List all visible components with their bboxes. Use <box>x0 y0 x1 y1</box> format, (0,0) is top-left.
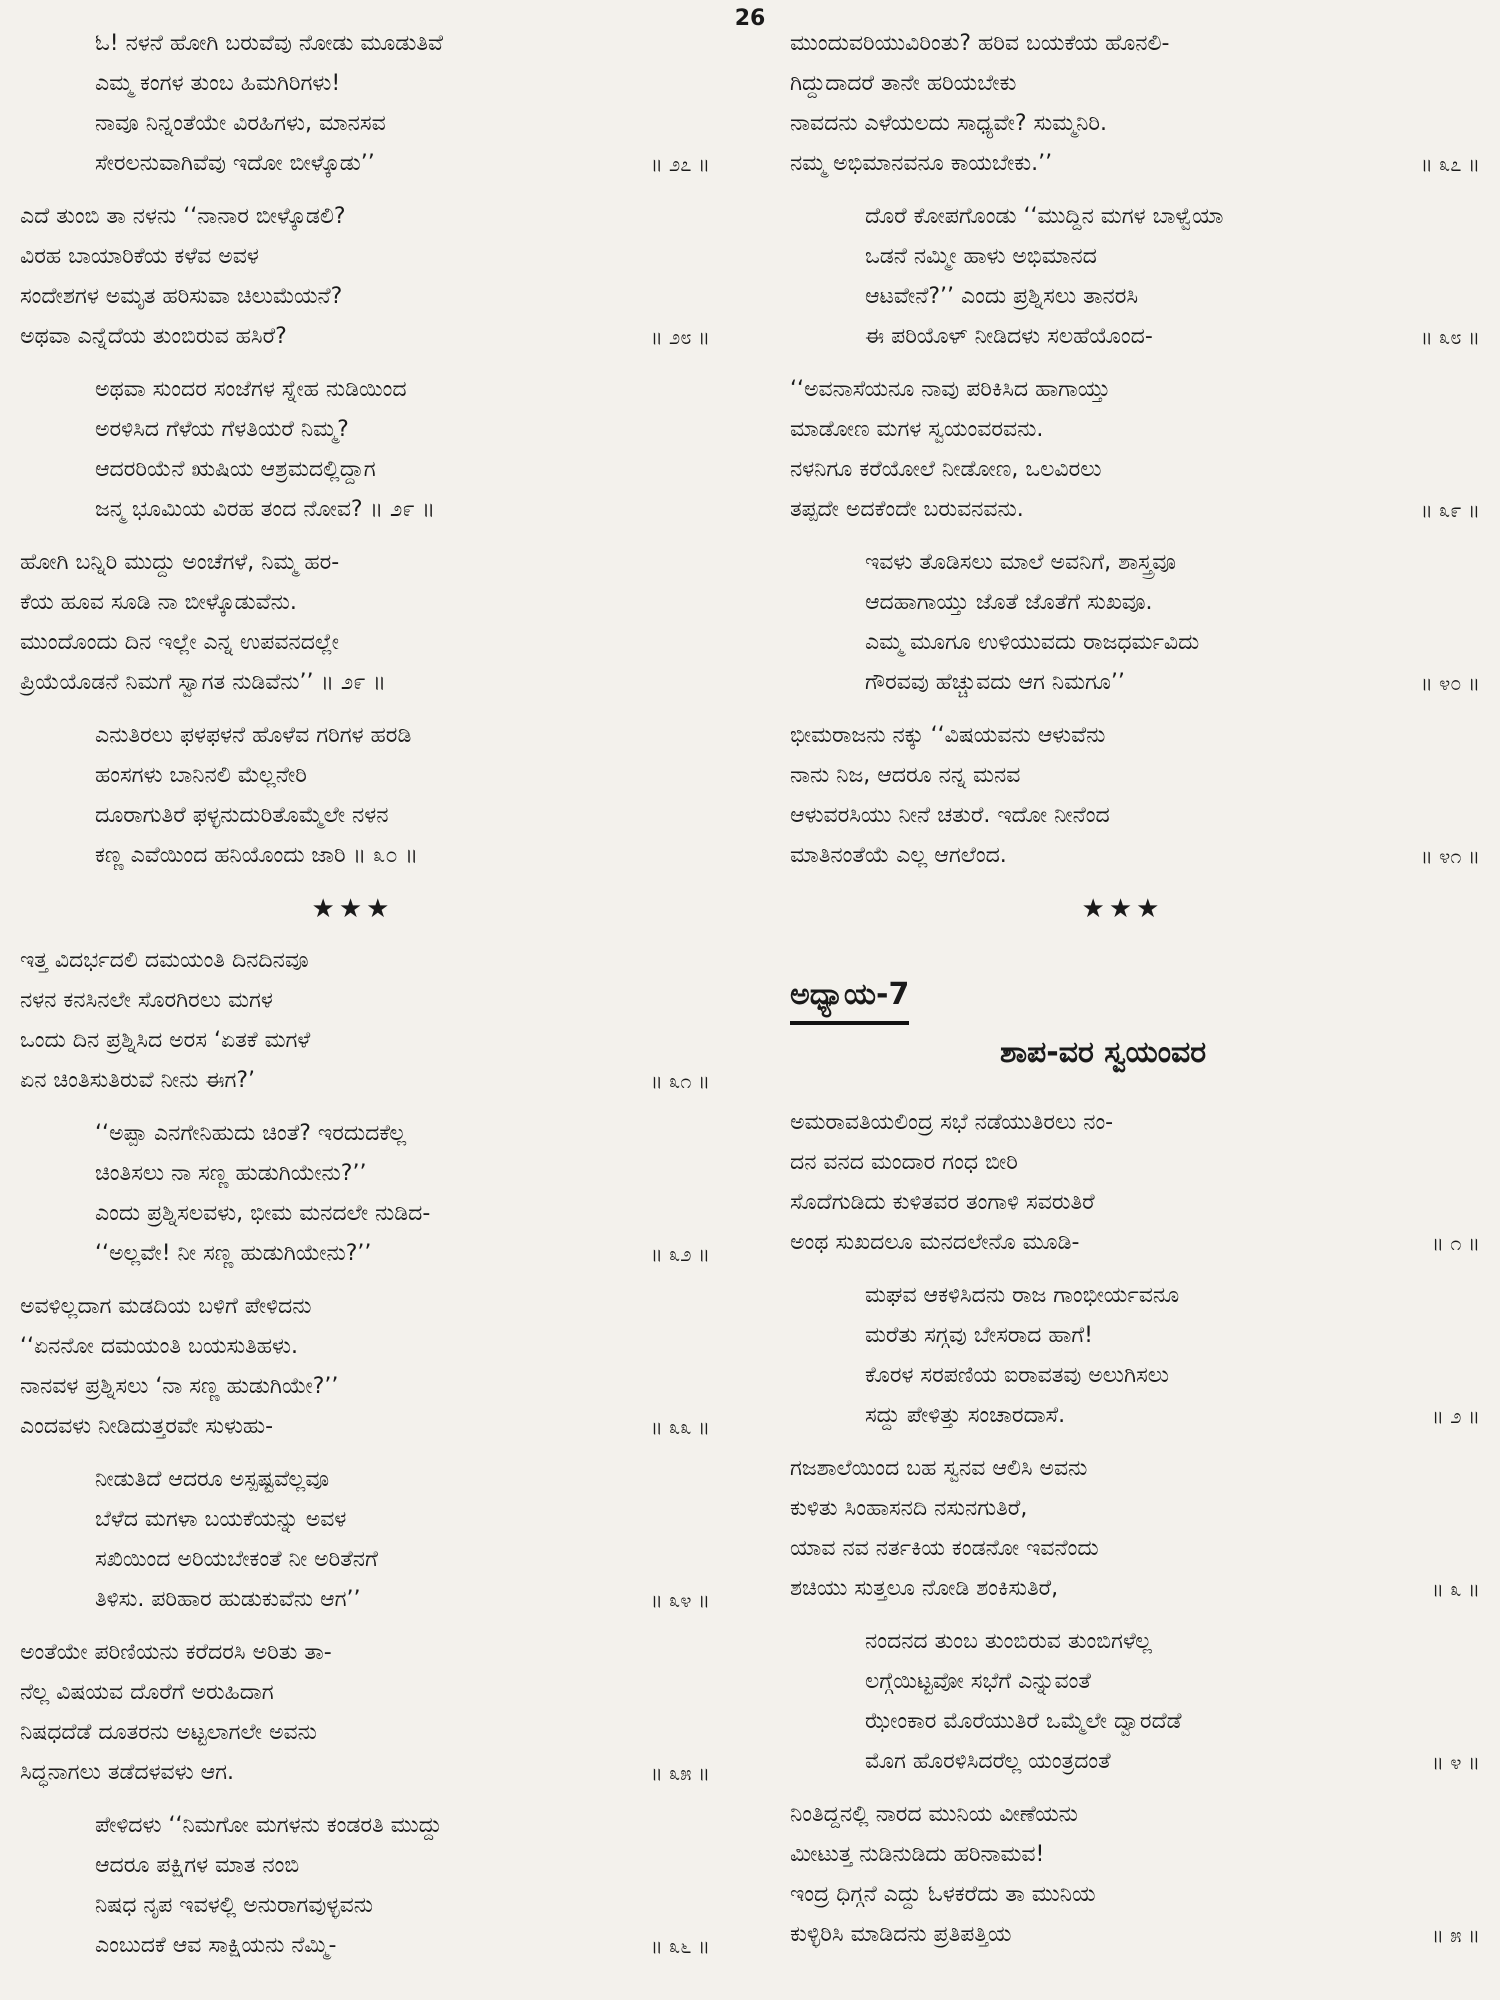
verse-number: ॥ ೩೮ ॥ <box>1420 325 1480 349</box>
verse-number: ॥ ೩ ॥ <box>1431 1577 1480 1601</box>
verse-number: ॥ ೨ ॥ <box>1431 1404 1480 1428</box>
verse-stanza <box>790 197 1480 357</box>
verse-number: ॥ ೪೦ ॥ <box>1420 671 1480 695</box>
verse-line: ಮುಂದುವರಿಯುವಿರಿಂತು? ಹರಿವ ಬಯಕೆಯ ಹೊನಲಿ- <box>790 31 1170 56</box>
verse-stanza <box>20 24 710 184</box>
verse-stanza <box>20 543 710 703</box>
verse-line: ನಾವೂ ನಿನ್ನಂತೆಯೇ ವಿರಹಿಗಳು, ಮಾನಸವ <box>95 111 386 136</box>
verse-line: ಪ್ರಿಯೆಯೊಡನೆ ನಿಮಗೆ ಸ್ವಾಗತ ನುಡಿವೆನು’’ ॥ ೨೯ ॥ <box>20 670 386 695</box>
verse-line: ‘‘ಅವನಾಸೆಯನೂ ನಾವು ಪರಿಕಿಸಿದ ಹಾಗಾಯ್ತು <box>790 377 1111 402</box>
verse-number: ॥ ೩೯ ॥ <box>1420 498 1480 522</box>
verse-stanza <box>790 1622 1480 1782</box>
verse-line: ಸಿದ್ಧನಾಗಲು ತಡೆದಳವಳು ಆಗ. <box>20 1760 235 1785</box>
verse-line: ಆದಹಾಗಾಯ್ತು ಜೊತೆ ಜೊತೆಗೆ ಸುಖವೂ. <box>865 590 1153 615</box>
verse-number: ॥ ೩೨ ॥ <box>650 1242 710 1266</box>
verse-stanza <box>20 1287 710 1447</box>
verse-line: ಕಣ್ಣ ಎವೆಯಿಂದ ಹನಿಯೊಂದು ಜಾರಿ ॥ ೩೦ ॥ <box>95 843 419 868</box>
verse-line: ಹಂಸಗಳು ಬಾನಿನಲಿ ಮೆಲ್ಲನೇರಿ <box>95 763 307 788</box>
verse-line: ಚಿಂತಿಸಲು ನಾ ಸಣ್ಣ ಹುಡುಗಿಯೇನು?’’ <box>95 1161 367 1186</box>
verse-line: ತಿಳಿಸು. ಪರಿಹಾರ ಹುಡುಕುವೆನು ಆಗ’’ <box>95 1587 361 1612</box>
verse-line: ದೂರಾಗುತಿರೆ ಫಳ್ಳನುದುರಿತೊಮ್ಮೆಲೇ ನಳನ <box>95 803 389 828</box>
verse-line: ಗಿದ್ದುದಾದರೆ ತಾನೇ ಹರಿಯಬೇಕು <box>790 71 1017 96</box>
verse-line: ಅರಳಿಸಿದ ಗೆಳೆಯ ಗೆಳತಿಯರೆ ನಿಮ್ಮ? <box>95 417 349 442</box>
verse-line: ಎಮ್ಮ ಮೂಗೂ ಉಳಿಯುವದು ರಾಜಧರ್ಮವಿದು <box>865 630 1200 655</box>
verse-stanza <box>20 197 710 357</box>
verse-stanza <box>790 1795 1480 1955</box>
verse-stanza <box>20 1460 710 1620</box>
verse-stanza <box>790 24 1480 184</box>
verse-line: ಮೊಗ ಹೊರಳಿಸಿದರೆಲ್ಲ ಯಂತ್ರದಂತೆ <box>865 1749 1111 1774</box>
verse-line: ಮರೆತು ಸಗ್ಗವು ಬೇಸರಾದ ಹಾಗೆ! <box>865 1323 1093 1348</box>
verse-stanza <box>790 1103 1480 1263</box>
verse-stanza <box>790 543 1480 703</box>
verse-line: ಆಳುವರಸಿಯು ನೀನೆ ಚತುರೆ. ಇದೋ ನೀನೆಂದ <box>790 803 1110 828</box>
verse-stanza <box>790 716 1480 876</box>
verse-line: ತಪ್ಪದೇ ಅದಕೆಂದೇ ಬರುವನವನು. <box>790 497 1024 522</box>
verse-number: ॥ ೩೫ ॥ <box>650 1761 710 1785</box>
verse-line: ಓ! ನಳನೆ ಹೋಗಿ ಬರುವೆವು ನೋಡು ಮೂಡುತಿವೆ <box>95 31 443 56</box>
verse-line: ಪೇಳಿದಳು ‘‘ನಿಮಗೋ ಮಗಳನು ಕಂಡರತಿ ಮುದ್ದು <box>95 1813 442 1838</box>
verse-line: ನಾನವಳ ಪ್ರಶ್ನಿಸಲು ‘ನಾ ಸಣ್ಣ ಹುಡುಗಿಯೇ?’’ <box>20 1374 339 1399</box>
left-column <box>20 24 710 1979</box>
verse-line: ಎಂದವಳು ನೀಡಿದುತ್ತರವೇ ಸುಳುಹು- <box>20 1414 274 1439</box>
verse-line: ಆಟವೇನೆ?’’ ಎಂದು ಪ್ರಶ್ನಿಸಲು ತಾನರಸಿ <box>865 284 1139 309</box>
verse-line: ಇತ್ತ ವಿದರ್ಭದಲಿ ದಮಯಂತಿ ದಿನದಿನವೂ <box>20 948 309 973</box>
verse-line: ನಮ್ಮ ಅಭಿಮಾನವನೂ ಕಾಯಬೇಕು.’’ <box>790 151 1053 176</box>
verse-line: ಗಜಶಾಲೆಯಿಂದ ಬಹ ಸ್ವನವ ಆಲಿಸಿ ಅವನು <box>790 1456 1088 1481</box>
verse-line: ಕುಳಿತು ಸಿಂಹಾಸನದಿ ನಸುನಗುತಿರೆ, <box>790 1496 1028 1521</box>
verse-line: ಭೀಮರಾಜನು ನಕ್ಕು ‘‘ವಿಷಯವನು ಆಳುವೆನು <box>790 723 1106 748</box>
verse-line: ಎದೆ ತುಂಬಿ ತಾ ನಳನು ‘‘ನಾನಾರ ಬೀಳ್ಕೊಡಲಿ? <box>20 204 346 229</box>
verse-line: ಗೌರವವು ಹೆಚ್ಚುವದು ಆಗ ನಿಮಗೂ’’ <box>865 670 1125 695</box>
verse-line: ನಾವದನು ಎಳೆಯಲದು ಸಾಧ್ಯವೇ? ಸುಮ್ಮನಿರಿ. <box>790 111 1107 136</box>
verse-line: ವಿರಹ ಬಾಯಾರಿಕೆಯ ಕಳೆವ ಅವಳ <box>20 244 259 269</box>
verse-line: ಸದ್ದು ಪೇಳಿತ್ತು ಸಂಚಾರದಾಸೆ. <box>865 1403 1066 1428</box>
verse-line: ಆದರೂ ಪಕ್ಷಿಗಳ ಮಾತ ನಂಬಿ <box>95 1853 300 1878</box>
verse-line: ಸೊದೆಗುಡಿದು ಕುಳಿತವರ ತಂಗಾಳಿ ಸವರುತಿರೆ <box>790 1190 1095 1215</box>
verse-number: ॥ ೩೩ ॥ <box>650 1415 710 1439</box>
verse-line: ಕೆಯ ಹೂವ ಸೂಡಿ ನಾ ಬೀಳ್ಕೊಡುವೆನು. <box>20 590 297 615</box>
verse-line: ಮೀಟುತ್ತ ನುಡಿನುಡಿದು ಹರಿನಾಮವ! <box>790 1842 1045 1867</box>
verse-line: ಹೋಗಿ ಬನ್ನಿರಿ ಮುದ್ದು ಅಂಚೆಗಳೆ, ನಿಮ್ಮ ಹರ- <box>20 550 340 575</box>
verse-line: ನಿಷಧದೆಡೆ ದೂತರನು ಅಟ್ಟಲಾಗಲೇ ಅವನು <box>20 1720 317 1745</box>
verse-line: ನಿಷಧ ನೃಪ ಇವಳಲ್ಲಿ ಅನುರಾಗವುಳ್ಳವನು <box>95 1893 373 1918</box>
verse-line: ನೆಲ್ಲ ವಿಷಯವ ದೊರೆಗೆ ಅರುಹಿದಾಗ <box>20 1680 274 1705</box>
verse-number: ॥ ೪ ॥ <box>1431 1750 1480 1774</box>
verse-line: ಅಥವಾ ಸುಂದರ ಸಂಜೆಗಳ ಸ್ನೇಹ ನುಡಿಯಿಂದ <box>95 377 407 402</box>
verse-line: ಲಗ್ಗೆಯಿಟ್ಟವೋ ಸಭೆಗೆ ಎನ್ನುವಂತೆ <box>865 1669 1091 1694</box>
verse-line: ಮಾತಿನಂತೆಯೆ ಎಲ್ಲ ಆಗಲೆಂದ. <box>790 843 1007 868</box>
verse-line: ಸೇರಲನುವಾಗಿವೆವು ಇದೋ ಬೀಳ್ಕೊಡು’’ <box>95 151 375 176</box>
verse-stanza <box>20 716 710 876</box>
section-divider-stars: ★★★ <box>1081 894 1164 924</box>
verse-line: ನಿಂತಿದ್ದನಲ್ಲಿ ನಾರದ ಮುನಿಯ ವೀಣೆಯನು <box>790 1802 1078 1827</box>
verse-line: ಅಂತೆಯೇ ಪರಿಣಿಯನು ಕರೆದರಸಿ ಅರಿತು ತಾ- <box>20 1640 332 1665</box>
verse-line: ದನ ವನದ ಮಂದಾರ ಗಂಧ ಬೀರಿ <box>790 1150 1018 1175</box>
verse-line: ಶಚಿಯು ಸುತ್ತಲೂ ನೋಡಿ ಶಂಕಿಸುತಿರೆ, <box>790 1576 1059 1601</box>
verse-line: ಝೇಂಕಾರ ಮೊರೆಯುತಿರೆ ಒಮ್ಮೆಲೇ ದ್ವಾರದೆಡೆ <box>865 1709 1182 1734</box>
verse-line: ನೀಡುತಿದೆ ಆದರೂ ಅಸ್ಪಷ್ಟವೆಲ್ಲವೂ <box>95 1467 330 1492</box>
verse-line: ನಾನು ನಿಜ, ಆದರೂ ನನ್ನ ಮನವ <box>790 763 1021 788</box>
verse-number: ॥ ೩೬ ॥ <box>650 1934 710 1958</box>
verse-line: ನಳನ ಕನಸಿನಲೇ ಸೊರಗಿರಲು ಮಗಳ <box>20 988 273 1013</box>
verse-line: ‘‘ಏನನೋ ದಮಯಂತಿ ಬಯಸುತಿಹಳು. <box>20 1334 298 1359</box>
verse-line: ಇಂದ್ರ ಧಿಗ್ಗನೆ ಎದ್ದು ಓಳಕರೆದು ತಾ ಮುನಿಯ <box>790 1882 1096 1907</box>
verse-number: ॥ ೧ ॥ <box>1431 1231 1480 1255</box>
verse-line: ಈ ಪರಿಯೊಳ್ ನೀಡಿದಳು ಸಲಹೆಯೊಂದ- <box>865 324 1153 349</box>
chapter-title: ಶಾಪ-ವರ ಸ್ವಯಂವರ <box>1000 1035 1207 1070</box>
verse-line: ಕೊರಳ ಸರಪಣಿಯ ಐರಾವತವು ಅಲುಗಿಸಲು <box>865 1363 1170 1388</box>
verse-number: ॥ ೩೪ ॥ <box>650 1588 710 1612</box>
verse-stanza <box>20 1633 710 1793</box>
verse-line: ಬೆಳೆದ ಮಗಳಾ ಬಯಕೆಯನ್ನು ಅವಳ <box>95 1507 347 1532</box>
section-divider-stars: ★★★ <box>311 894 394 924</box>
verse-line: ಇವಳು ತೊಡಿಸಲು ಮಾಲೆ ಅವನಿಗೆ, ಶಾಸ್ತ್ರವೂ <box>865 550 1176 575</box>
verse-stanza <box>790 370 1480 530</box>
verse-stanza <box>20 370 710 530</box>
verse-line: ಸಖಿಯಿಂದ ಅರಿಯಬೇಕಂತೆ ನೀ ಅರಿತೆನಗೆ <box>95 1547 378 1572</box>
verse-number: ॥ ೫ ॥ <box>1431 1923 1480 1947</box>
verse-line: ಎಂಬುದಕೆ ಆವ ಸಾಕ್ಷಿಯನು ನೆಮ್ಮಿ- <box>95 1933 337 1958</box>
verse-stanza <box>790 1449 1480 1609</box>
verse-line: ಅವಳಿಲ್ಲದಾಗ ಮಡದಿಯ ಬಳಿಗೆ ಪೇಳಿದನು <box>20 1294 312 1319</box>
chapter-label: ಅಧ್ಯಾಯ-7 <box>790 973 909 1025</box>
verse-line: ಸಂದೇಶಗಳ ಅಮೃತ ಹರಿಸುವಾ ಚಿಲುಮೆಯನೆ? <box>20 284 343 309</box>
right-column <box>790 24 1480 1968</box>
verse-stanza <box>20 1114 710 1274</box>
verse-line: ನಳನಿಗೂ ಕರೆಯೋಲೆ ನೀಡೋಣ, ಒಲವಿರಲು <box>790 457 1102 482</box>
verse-line: ಮಾಡೋಣ ಮಗಳ ಸ್ವಯಂವರವನು. <box>790 417 1044 442</box>
verse-line: ಅಂಥ ಸುಖದಲೂ ಮನದಲೇನೊ ಮೂಡಿ- <box>790 1230 1080 1255</box>
verse-line: ‘‘ಅಪ್ಪಾ ಎನಗೇನಿಹುದು ಚಿಂತೆ? ಇರದುದಕೆಲ್ಲ <box>95 1121 407 1146</box>
verse-line: ಅಥವಾ ಎನ್ನೆದೆಯ ತುಂಬಿರುವ ಹಸಿರೆ? <box>20 324 287 349</box>
verse-line: ಎಂದು ಪ್ರಶ್ನಿಸಲವಳು, ಭೀಮ ಮನದಲೇ ನುಡಿದ- <box>95 1201 431 1226</box>
verse-line: ಒಂದು ದಿನ ಪ್ರಶ್ನಿಸಿದ ಅರಸ ‘ಏತಕೆ ಮಗಳೆ <box>20 1028 311 1053</box>
verse-line: ಜನ್ಮ ಭೂಮಿಯ ವಿರಹ ತಂದ ನೋವ? ॥ ೨೯ ॥ <box>95 497 436 522</box>
chapter-heading <box>790 973 1480 1103</box>
verse-stanza <box>20 941 710 1101</box>
verse-line: ‘‘ಅಲ್ಲವೇ! ನೀ ಸಣ್ಣ ಹುಡುಗಿಯೇನು?’’ <box>95 1241 372 1266</box>
verse-line: ಆದರರಿಯೆನೆ ಋಷಿಯ ಆಶ್ರಮದಲ್ಲಿದ್ದಾಗ <box>95 457 376 482</box>
page-number: 26 <box>734 6 766 31</box>
verse-line: ನಂದನದ ತುಂಬ ತುಂಬಿರುವ ತುಂಬಿಗಳೆಲ್ಲ <box>865 1629 1152 1654</box>
verse-line: ಮಘವ ಆಕಳಿಸಿದನು ರಾಜ ಗಾಂಭೀರ್ಯವನೂ <box>865 1283 1180 1308</box>
verse-line: ಎಮ್ಮ ಕಂಗಳ ತುಂಬ ಹಿಮಗಿರಿಗಳು! <box>95 71 341 96</box>
verse-line: ಏನ ಚಿಂತಿಸುತಿರುವೆ ನೀನು ಈಗ?’ <box>20 1068 256 1093</box>
verse-line: ಮುಂದೊಂದು ದಿನ ಇಲ್ಲೇ ಎನ್ನ ಉಪವನದಲ್ಲೇ <box>20 630 340 655</box>
verse-stanza <box>790 1276 1480 1436</box>
verse-line: ಅಮರಾವತಿಯಲಿಂದ್ರ ಸಭೆ ನಡೆಯುತಿರಲು ನಂ- <box>790 1110 1114 1135</box>
verse-line: ಎನುತಿರಲು ಫಳಫಳನೆ ಹೊಳೆವ ಗರಿಗಳ ಹರಡಿ <box>95 723 412 748</box>
verse-line: ಕುಳ್ಳಿರಿಸಿ ಮಾಡಿದನು ಪ್ರತಿಪತ್ತಿಯ <box>790 1922 1012 1947</box>
verse-number: ॥ ೪೧ ॥ <box>1420 844 1480 868</box>
verse-number: ॥ ೩೭ ॥ <box>1420 152 1480 176</box>
verse-line: ಒಡನೆ ನಮ್ಮೀ ಹಾಳು ಅಭಿಮಾನದ <box>865 244 1097 269</box>
verse-line: ದೊರೆ ಕೋಪಗೊಂಡು ‘‘ಮುದ್ದಿನ ಮಗಳ ಬಾಳ್ವೆಯಾ <box>865 204 1224 229</box>
verse-stanza <box>20 1806 710 1966</box>
verse-line: ಯಾವ ನವ ನರ್ತಕಿಯ ಕಂಡನೋ ಇವನೆಂದು <box>790 1536 1099 1561</box>
verse-number: ॥ ೨೭ ॥ <box>650 152 710 176</box>
verse-number: ॥ ೩೧ ॥ <box>650 1069 710 1093</box>
verse-number: ॥ ೨೮ ॥ <box>650 325 710 349</box>
